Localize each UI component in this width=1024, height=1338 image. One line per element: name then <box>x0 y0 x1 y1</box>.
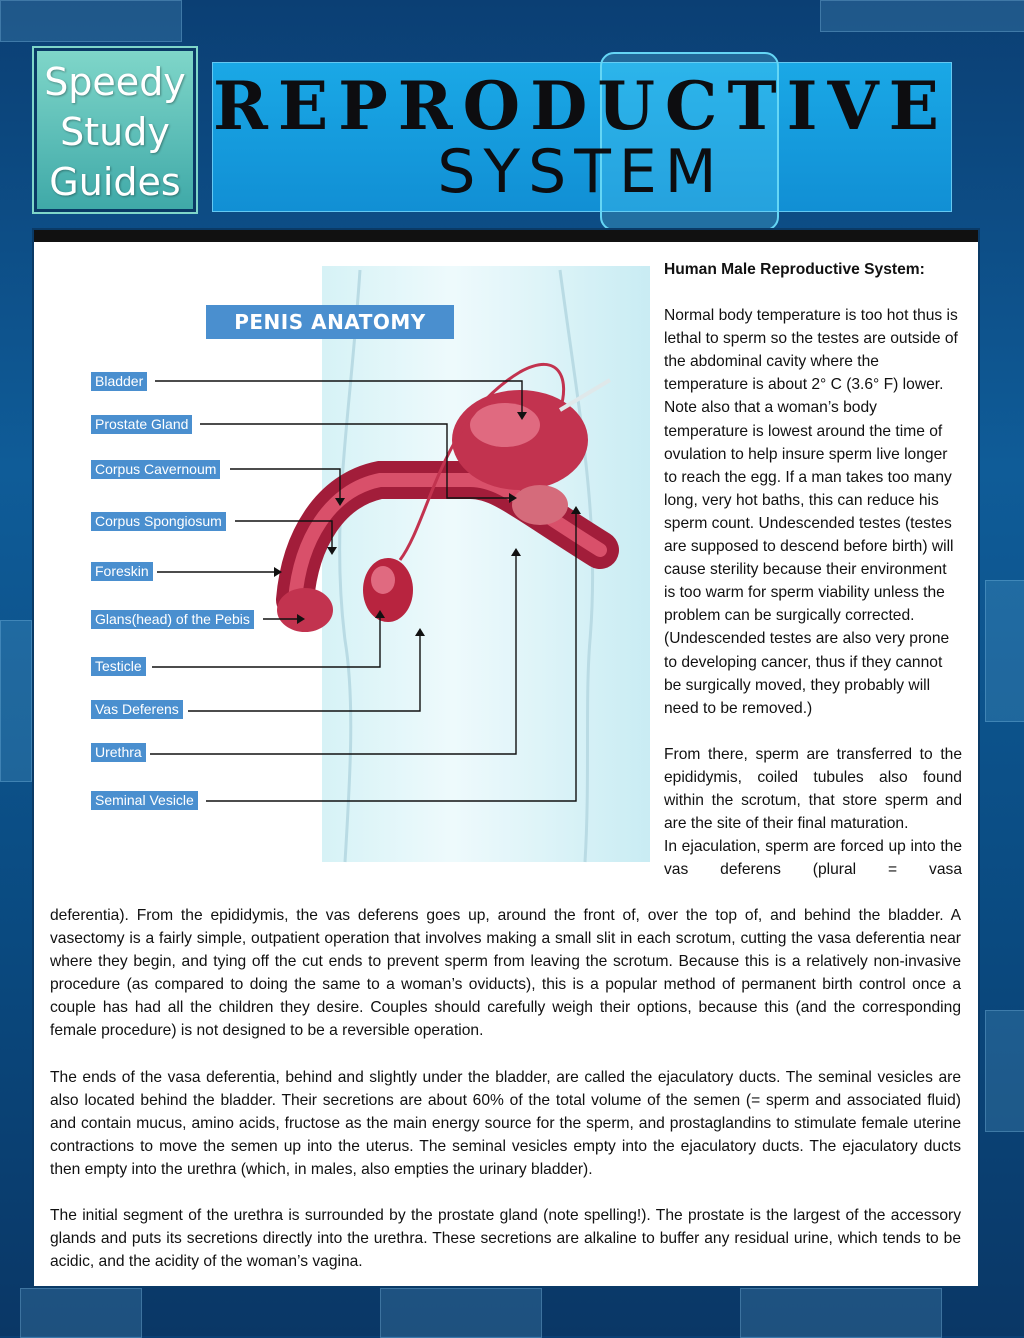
page-title-line-2: SYSTEM <box>437 137 725 207</box>
label-corpus-spongiosum: Corpus Spongiosum <box>91 512 226 531</box>
brand-line-2: Study <box>60 110 170 154</box>
label-urethra: Urethra <box>91 743 146 762</box>
brand-line-3: Guides <box>49 160 181 204</box>
article-body <box>50 904 961 1273</box>
article-paragraph: The ends of the vasa deferentia, behind and slightly under the bladder, are called the ejaculatory ducts. The seminal vesicles are also located behind the bladder. Their secretions are about 60% of the total volume of the semen (= sperm and associated fluid) and contain mucus, amino acids, fructose as the main energy source for the sperm, and prostaglandins to stimulate female uterine contractions to move the semen up into the uterus. The seminal vesicles empty into the ejaculatory ducts. The ejaculatory ducts then empty into the urethra (which, in males, also empties the urinary bladder). <box>50 1068 961 1178</box>
article-paragraph: From there, sperm are transferred to the epididymis, coiled tubules also found within the scrotum, that store sperm and are the site of their final maturation. <box>664 745 962 833</box>
label-seminal-vesicle: Seminal Vesicle <box>91 791 198 810</box>
article-paragraph: deferentia). From the epididymis, the vas deferens goes up, around the front of, over the top of, and behind the bladder. A vasectomy is a fairly simple, outpatient operation that involves making a small slit in each scrotum, cutting the vasa deferentia near where they begin, and tying off the cut ends to prevent sperm from leaving the scrotum. Because this is a relatively non-invasive procedure (as compared to doing the same to a woman’s oviducts), this is a popular method of permanent birth control once a couple has had all the children they desire. Couples should carefully weigh their options, because this (and the corresponding female procedure) is not designed to be a reversible operation. <box>50 907 961 1040</box>
label-prostate-gland: Prostate Gland <box>91 415 192 434</box>
label-glans: Glans(head) of the Pebis <box>91 610 254 629</box>
page-title-line-1: REPRODUCTIVE <box>213 67 949 145</box>
body-outline <box>340 270 360 862</box>
article-column <box>664 258 962 881</box>
bladder-highlight <box>470 403 540 447</box>
brand-line-1: Speedy <box>44 60 186 104</box>
ureter <box>560 380 610 410</box>
label-vas-deferens: Vas Deferens <box>91 700 183 719</box>
label-corpus-cavernoum: Corpus Cavernoum <box>91 460 220 479</box>
diagram-title: PENIS ANATOMY <box>206 305 454 339</box>
article-heading: Human Male Reproductive System: <box>664 261 925 278</box>
article-paragraph: Normal body temperature is too hot thus is lethal to sperm so the testes are outside of the abdominal cavity where the temperature is about 2° C (3.6° F) lower. Note also that a woman’s body temperature is lowest around the time of ovulation to help insure sperm live longer to reach the egg. If a man takes too many long, very hot baths, this can reduce his sperm count. Undescended testes (testes are supposed to descend before birth) will cause sterility because their environment is too warm for sperm viability unless the problem can be surgically corrected. (Undescended testes are also very prone to developing cancer, thus if they cannot be surgically moved, they probably will need to be removed.) <box>664 307 958 717</box>
article-paragraph: In ejaculation, sperm are forced up into the vas deferens (plural = vasa <box>664 838 962 879</box>
glans <box>277 588 333 632</box>
article-paragraph: The initial segment of the urethra is surrounded by the prostate gland (note spelling!). The prostate is the largest of the accessory glands and puts its secretions directly into the urethra. These secretions are alkaline to buffer any residual urine, which tends to be acidic, and the acidity of the woman’s vagina. <box>50 1207 961 1271</box>
label-bladder: Bladder <box>91 372 147 391</box>
prostate <box>512 485 568 525</box>
label-testicle: Testicle <box>91 657 146 676</box>
label-foreskin: Foreskin <box>91 562 153 581</box>
testicle-highlight <box>371 566 395 594</box>
